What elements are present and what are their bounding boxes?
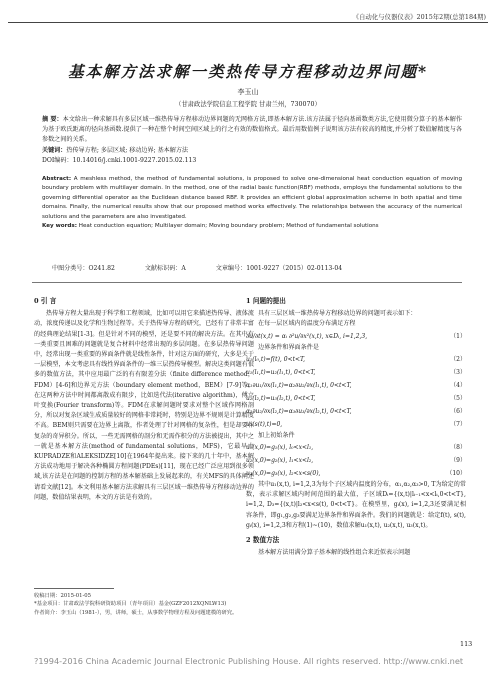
- equation-5: u₂(l₂,t)=u₃(l₂,t), 0<t<T, （5）: [246, 394, 466, 402]
- journal-header: 《自动化与仪器仪表》2015年2期(总第184期): [352, 13, 486, 21]
- equation-1: ∂u/∂t(x,t) = αᵢ ∂²u/∂x²(x,t), x∈Dᵢ, i=1,2,3, （1）: [246, 332, 466, 340]
- paper-author: 李玉山: [237, 88, 259, 96]
- boundary-label: 边界条件和界面条件是: [258, 343, 319, 351]
- keywords-label: 关键词：: [42, 146, 67, 154]
- document-code: 文献标识码：A: [144, 265, 186, 272]
- equation-3: u₁(l₁,t)=u₂(l₁,t), 0<t<T, （3）: [246, 368, 466, 376]
- abstract-en-text: A meshless method, the method of fundamental solutions, is proposed to solve one-dimensional heat conduction equation of moving boundary problem with multilayer domain. In the method, one of the radial basic function(RBF) methods, employs the fundamental solutions to the governing differential operator as the Euclidean distance based RBF. It provides an efficient global approximation scheme in both spatial and time domains. Finally, the numerical results show that our proposed method works effectively. The relationships between the accuracy of the numerical solutions and the parameters are also investigated.: [42, 176, 463, 220]
- copyright-footer: ?1994-2016 China Academic Journal Electronic Publishing House. All rights reserved. http://www.cnki.net: [34, 656, 464, 666]
- doi-code: DOI编码：10.14016/j.cnki.1001-9227.2015.02.113: [42, 156, 197, 164]
- numerical-intro: 基本解方法用满分算子基本解的线性组合来近似表示问题: [258, 549, 411, 557]
- equation-10: u₃(x,0)=g₃(x), l₂<x<s(0), （10）: [246, 470, 466, 478]
- paper-title: 基本解方法求解一类热传导方程移动边界问题*: [67, 62, 429, 81]
- keywords-en-label: Key words:: [42, 223, 77, 230]
- article-id: 文章编号：1001-9227（2015）02-0113-04: [215, 265, 343, 272]
- keywords-text: 热传导方程; 多层区域; 移动边界; 基本解方法: [66, 146, 189, 154]
- english-abstract: [42, 175, 462, 231]
- page-number: 113: [460, 640, 473, 648]
- footnote-funding: *基金项目：甘肃政法学院科研资助项目（青年项目）基金(GZF2012XQNLW13): [34, 601, 227, 608]
- clc-number: 中图分类号：O241.82: [52, 265, 115, 272]
- abstract-label: 摘 要：: [42, 116, 63, 123]
- footnote-rule: [34, 588, 114, 589]
- author-affiliation: （甘肃政法学院信息工程学院 甘肃兰州，730070）: [175, 101, 321, 108]
- footnotes: [34, 592, 244, 617]
- equation-6: α₂∂u₂/∂x(l₂,t)=α₃∂u₃/∂x(l₂,t), 0<t<T, （6）: [246, 407, 466, 415]
- classification-line: [52, 263, 472, 272]
- section-problem-heading: 1 问题的提出: [246, 297, 286, 305]
- abstract-text: 本文给出一种求解具有多层区域一维热传导方程移动边界问题的无网格方法,即基本解方法.该方法属于径向基函数类方法,它使用微分算子的基本解作为基于欧氏距离的径向基函数.提供了一种在整个时间空间区域上的行之有效的数值格式。最后用数值例子说明该方法有较高的精度,并分析了数值解精度与各参数之间的关系。: [42, 116, 463, 144]
- equation-9: u₂(x,0)=g₂(x), l₁<x<l₂, （9）: [246, 457, 466, 465]
- chinese-abstract: [42, 115, 462, 166]
- problem-intro: 具有三层区域一维热传导方程移动边界的问题可表示如下：: [258, 310, 417, 318]
- right-column: [246, 296, 466, 558]
- initial-condition-label: 加上初始条件: [258, 431, 295, 439]
- equation-intro: 在每一层区域内的温度分布满足方程: [258, 320, 356, 328]
- footnote-author: 作者简介：李玉山（1981-），男，讲师，硕士，从事数学物理方程及问题建模的研究。: [34, 609, 238, 616]
- keywords-en-text: Heat conduction equation; Multilayer domain; Moving boundary problem; Method of fundamental solutions: [78, 223, 379, 230]
- abstract-en-label: Abstract:: [42, 176, 72, 182]
- footnote-received: 收稿日期：2015-01-05: [34, 593, 92, 599]
- equation-7: u₃(s(t),t)=0, （7）: [246, 420, 466, 428]
- section-divider: [32, 282, 462, 283]
- equation-4: α₁∂u₁/∂x(l₁,t)=α₂∂u₂/∂x(l₁,t), 0<t<T, （4）: [246, 381, 466, 389]
- section-intro-heading: 0 引 言: [34, 297, 57, 305]
- problem-explanation: 其中u₁(x,t), i=1,2,3为每个子区域内温度的分布，α₁,α₂,α₃>0, T为给定的常数，表示求解区域内时间范围的最大值，子区域Dᵢ={(x,t)|lᵢ₋₁<x<lᵢ,0<t<T}, i=1,2, D₃={(x,t)|l₂<x<s(t), 0<t<T}。在模型里，gᵢ(x), i=1,2,3还要满足相容条件，即g₁,g₂,g₃要满足边界条件和界面条件。我们的问题就是：给定f(t), s(t), gᵢ(x), i=1,2,3和方程(1)~(10)，数值求解u₁(x,t), u₂(x,t), u₃(x,t)。: [246, 481, 466, 529]
- left-column: [34, 296, 254, 503]
- header-rule: [8, 22, 488, 23]
- section-numerical-heading: 2 数值方法: [246, 536, 280, 545]
- intro-paragraph: 热传导方程大量出现于科学和工程领域，比如可以用它来描述热传导、液体流动，浓度传递以及化学和生物过程等。关于热传导方程的研究，已经有了非常丰富的经典理论结果[1-3]。但是针对不同的模型，还是要不同的解决方法。在其中有一类重要且困难的问题就是复合材料中经常出现的多层问题。在多层热传导问题中，经常出现一类重要的界面条件就是线性条件，针对这方面的研究，大多是关于一层模型，本文考虑具有线性界面条件的一维三层热传导模型。解决这类问题有很多的数值方法，其中应用最广泛的有有限差分法（finite difference method，FDM）[4-6]和边界元方法（boundary element method，BEM）[7-9]等。在这两种方法中时间都离散成有限步，比如迭代法(iterative algorithm)，傅立叶变换(Fourier transform)等。FDM在求解问题时要求对整个区域作网格剖分，所以对复杂区域生成质量较好的网格非常耗时，特别是边界不规则是计算精度不高。BEM则只需要在边界上离散，作者处理了针对网格的复杂性，但是却要作复杂的奇异积分。所以，一些无需网格的剖分和无需作积分的方法被提出，其中之一就是基本解方法(method of fundamental solutions，MFS)，它最早由KUPRADZE和ALEKSIDZE[10]在1964年提出来。接下来的几十年中，基本解方法成功地用于解决各种椭圆方程问题(PDEs)[11]，现在已经广泛应用到很多领域,该方法是在问题的控制方程的基本解基础上发展起来的，有关MFS的具体阐述请看文献[12]。本文利用基本解方法求解具有三层区域一维热传导方程移动边界的问题，数值结果表明，本文的方法是有效的。: [34, 310, 254, 501]
- equation-8: u₁(x,0)=g₁(x), l₀<x<l₁, （8）: [246, 444, 466, 452]
- equation-2: u₁(l₀,t)=f(t), 0<t<T, （2）: [246, 355, 466, 363]
